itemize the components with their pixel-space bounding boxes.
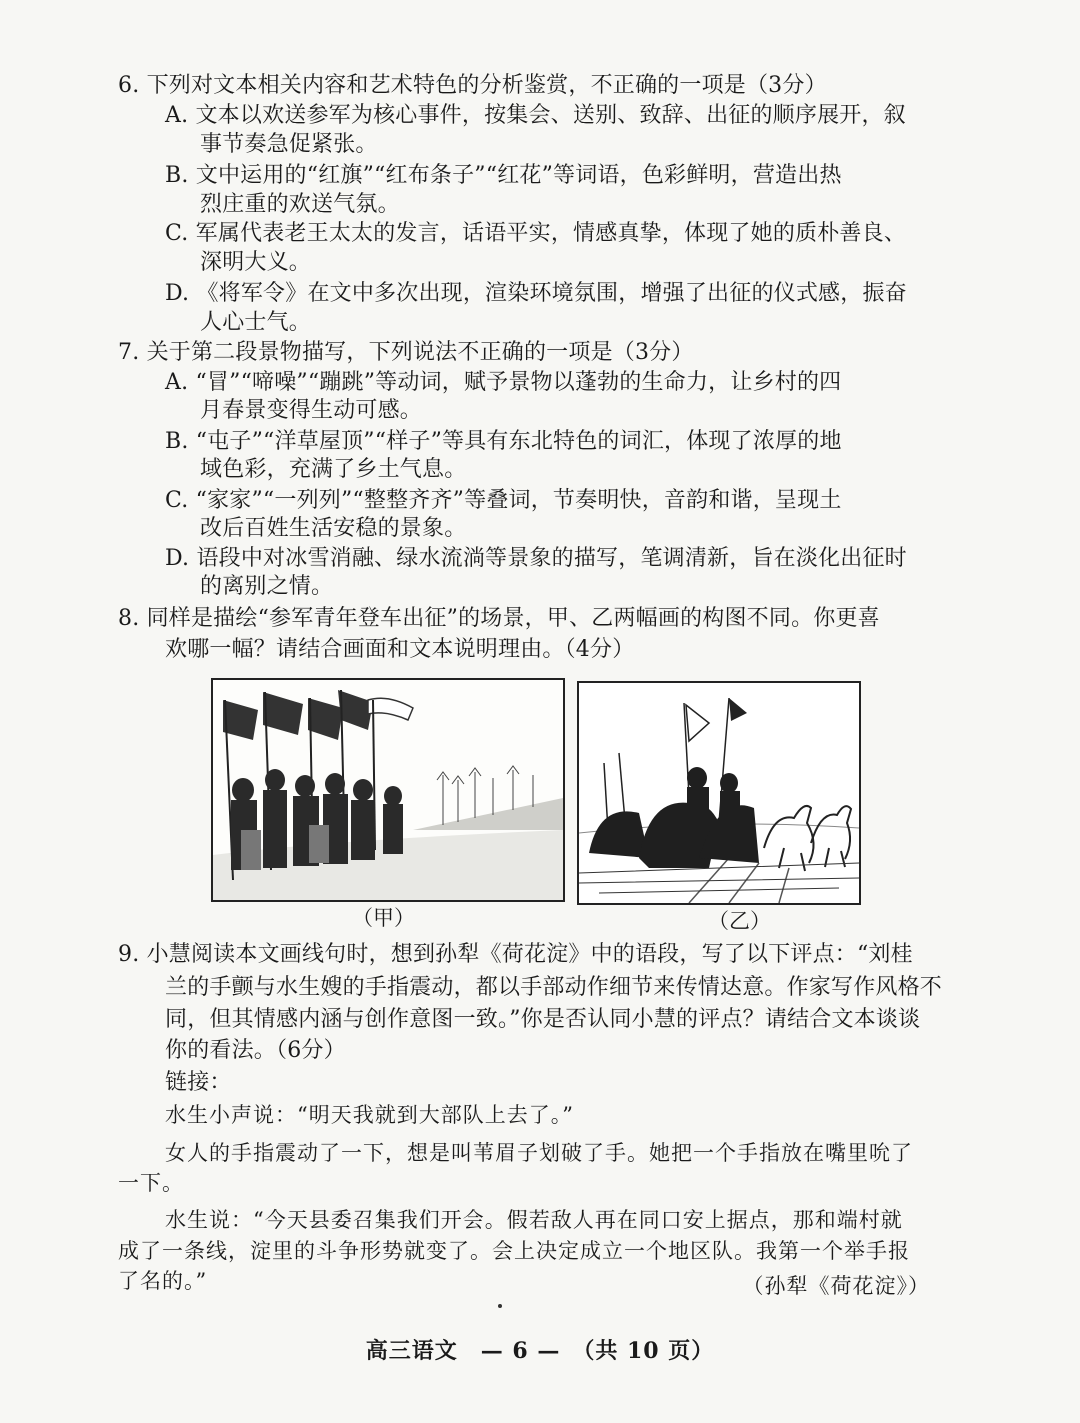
q7-option-d: D. 语段中对冰雪消融、绿水流淌等景象的描写，笔调清新，旨在淡化出征时 xyxy=(165,546,907,571)
q7-option-d-cont: 的离别之情。 xyxy=(200,574,334,599)
q6-option-a: A. 文本以欢送参军为核心事件，按集会、送别、致辞、出征的顺序展开，叙 xyxy=(165,103,906,128)
illustration-a-caption: （甲） xyxy=(352,906,415,930)
page-mark xyxy=(498,1304,502,1308)
q7-option-c: C. “家家”“一列列”“整整齐齐”等叠词，节奏明快，音韵和谐，呈现土 xyxy=(165,488,842,513)
q8-stem: 8. 同样是描绘“参军青年登车出征”的场景，甲、乙两幅画的构图不同。你更喜 xyxy=(118,606,880,631)
excerpt-para-3-cont-2: 了名的。” xyxy=(118,1269,208,1293)
illustration-b xyxy=(577,681,861,905)
q6-option-c-cont: 深明大义。 xyxy=(200,250,312,275)
q6-option-d: D. 《将军令》在文中多次出现，渲染环境氛围，增强了出征的仪式感，振奋 xyxy=(165,281,907,306)
q9-link-label: 链接： xyxy=(165,1070,232,1095)
q6-option-d-cont: 人心士气。 xyxy=(200,310,312,335)
illustration-a-drawing xyxy=(213,680,563,900)
q7-option-a: A. “冒”“啼噪”“蹦跳”等动词，赋予景物以蓬勃的生命力，让乡村的四 xyxy=(165,370,842,395)
illustration-a xyxy=(211,678,565,902)
q9-stem-cont-2: 同，但其情感内涵与创作意图一致。”你是否认同小慧的评点？请结合文本谈谈 xyxy=(165,1007,921,1032)
q6-option-a-cont: 事节奏急促紧张。 xyxy=(200,132,378,157)
excerpt-source: （孙犁《荷花淀》） xyxy=(742,1274,930,1298)
excerpt-para-3-cont-1: 成了一条线，淀里的斗争形势就变了。会上决定成立一个地区队。我第一个举手报 xyxy=(118,1239,910,1263)
q7-option-c-cont: 改后百姓生活安稳的景象。 xyxy=(200,516,467,541)
excerpt-para-2-cont: 一下。 xyxy=(118,1171,184,1195)
q8-stem-cont: 欢哪一幅？请结合画面和文本说明理由。（4分） xyxy=(165,637,635,662)
q7-stem: 7. 关于第二段景物描写，下列说法不正确的一项是（3分） xyxy=(118,340,694,365)
q6-option-c: C. 军属代表老王太太的发言，话语平实，情感真挚，体现了她的质朴善良、 xyxy=(165,221,907,246)
q6-option-b: B. 文中运用的“红旗”“红布条子”“红花”等词语，色彩鲜明，营造出热 xyxy=(165,163,842,188)
q7-option-a-cont: 月春景变得生动可感。 xyxy=(200,398,423,423)
q9-stem-cont-3: 你的看法。（6分） xyxy=(165,1038,346,1063)
q9-stem: 9. 小慧阅读本文画线句时，想到孙犁《荷花淀》中的语段，写了以下评点：“刘桂 xyxy=(118,942,913,967)
q6-stem: 6. 下列对文本相关内容和艺术特色的分析鉴赏，不正确的一项是（3分） xyxy=(118,73,827,98)
excerpt-para-3: 水生说：“今天县委召集我们开会。假若敌人再在同口安上据点，那和端村就 xyxy=(165,1208,903,1232)
illustration-b-drawing xyxy=(579,683,859,903)
q9-stem-cont-1: 兰的手颤与水生嫂的手指震动，都以手部动作细节来传情达意。作家写作风格不 xyxy=(165,975,943,1000)
excerpt-para-2: 女人的手指震动了一下，想是叫苇眉子划破了手。她把一个手指放在嘴里吮了 xyxy=(165,1141,913,1165)
illustration-b-caption: （乙） xyxy=(708,909,771,933)
q7-option-b-cont: 域色彩，充满了乡土气息。 xyxy=(200,457,467,482)
excerpt-para-1: 水生小声说：“明天我就到大部队上去了。” xyxy=(165,1103,574,1127)
q7-option-b: B. “屯子”“洋草屋顶”“样子”等具有东北特色的词汇，体现了浓厚的地 xyxy=(165,429,842,454)
page-footer: 高三语文 — 6 — （共 10 页） xyxy=(365,1338,715,1364)
q6-option-b-cont: 烈庄重的欢送气氛。 xyxy=(200,192,400,217)
